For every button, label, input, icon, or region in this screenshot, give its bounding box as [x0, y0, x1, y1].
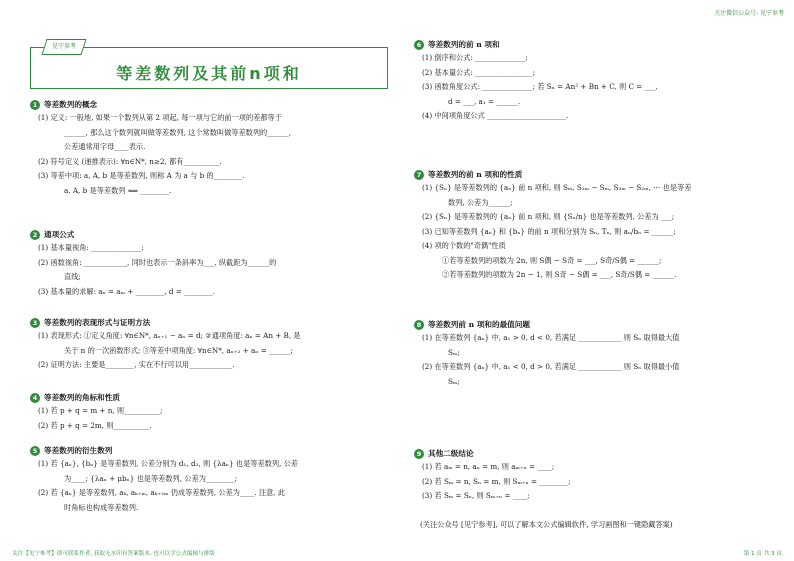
- section-line: ______, 那么这个数列就叫做等差数列, 这个常数叫做等差数列的______,: [64, 127, 292, 137]
- left-section-1-heading: [30, 100, 97, 110]
- section-number-badge: 2: [30, 230, 40, 240]
- header-right-note: 关注微信公众号: 见宁参考: [714, 10, 784, 17]
- section-line: (2) 若 Sₘ = n, Sₙ = m, 则 Sₘ₊ₙ = ________;: [422, 476, 571, 486]
- section-line: 直线;: [64, 272, 81, 281]
- right-section-8-heading: [414, 320, 530, 330]
- section-line: (3) 若 Sₘ = Sₙ, 则 Sₘ₊ₙ = ____;: [422, 491, 530, 500]
- section-line: (1) 在等差数列 {aₙ} 中, a₁ > 0, d < 0, 若满足 ____________ 则 Sₙ 取得最大值: [422, 333, 680, 342]
- section-line: 时角标也构成等差数列.: [64, 502, 139, 512]
- right-section-6-heading: [414, 40, 500, 50]
- page-title: 等差数列及其前n项和: [116, 64, 302, 83]
- section-number-badge: 1: [30, 100, 40, 110]
- section-line: (1) 若 aₘ = n, aₙ = m, 则 aₘ₊ₙ = ____;: [422, 462, 555, 471]
- section-line: (2) 符号定义 (递推表示): ∀n∈N*, n≥2, 都有__________.: [38, 156, 222, 166]
- closing-note: (关注公众号 [见宁参考], 可以了解本文公式编辑软件, 学习画图和一键隐藏答案): [420, 520, 673, 529]
- section-line: d = ___, a₁ = ______.: [448, 96, 521, 106]
- section-title: 等差数列的前 n 项和: [428, 40, 500, 50]
- brand-tag-label: 见宁参考: [52, 43, 77, 50]
- section-line: (2) 在等差数列 {aₙ} 中, a₁ < 0, d > 0, 若满足 ____________ 则 Sₙ 取得最小值: [422, 362, 680, 371]
- section-number-badge: 9: [414, 449, 424, 459]
- section-line: ②若等差数列的项数为 2n − 1, 则 S奇 − S偶 = ___, S奇/S偶 = ______.: [442, 270, 677, 279]
- section-title: 等差数列前 n 项和的最值问题: [428, 320, 530, 330]
- section-line: (2) 函数视角: ____________, 同时也表示一条斜率为___, 纵截距为______的: [38, 257, 277, 267]
- section-line: 公差通常用字母____表示.: [64, 142, 146, 151]
- section-line: (1) 基本量视角: ______________;: [38, 243, 144, 252]
- section-line: (3) 函数角度公式: ______________; 若 Sₙ = An² + Bn + C, 则 C = ___,: [422, 82, 658, 91]
- section-number-badge: 7: [414, 170, 424, 180]
- section-number-badge: 5: [30, 446, 40, 456]
- section-title: 等差数列的表现形式与证明方法: [44, 318, 151, 328]
- left-section-2-heading: [30, 230, 74, 240]
- section-line: (1) 倒序和公式: ______________;: [422, 53, 528, 62]
- section-line: ①若等差数列的项数为 2n, 则 S偶 − S奇 = ___, S奇/S偶 = ______;: [442, 255, 662, 265]
- section-title: 等差数列的衍生数列: [44, 446, 113, 456]
- section-number-badge: 4: [30, 393, 40, 403]
- section-line: (1) 表现形式: ①定义角度: ∀n∈N*, aₙ₊₁ − aₙ = d; ②通项角度: aₙ = An + B, 是: [38, 331, 301, 340]
- right-section-9-heading: [414, 449, 474, 459]
- section-line: (4) 中间项角度公式 ______________________.: [422, 111, 569, 120]
- section-line: (2) 若 p + q = 2m, 则__________.: [38, 420, 152, 430]
- section-line: (3) 等差中项: a, A, b 是等差数列, 则称 A 为 a 与 b 的________.: [38, 171, 245, 180]
- section-number-badge: 6: [414, 40, 424, 50]
- section-line: (2) 若 {aₙ} 是等差数列, aₖ, aₖ₊ₘ, aₖ₊₂ₘ 仍成等差数列, 公差为____. 注意, 此: [38, 488, 286, 497]
- footer-left-note: 关注【见宁参考】即可联系作者, 获取无水印有答案版本, 也可以学公式编辑与排版: [12, 551, 215, 557]
- section-line: (2) {Sₙ} 是等差数列的 {aₙ} 前 n 项和, 则 {Sₙ/n} 也是等差数列, 公差为 ___;: [422, 212, 675, 221]
- section-line: (1) 若 p + q = m + n, 则__________;: [38, 406, 163, 415]
- section-line: 为____; {λaₙ + μbₙ} 也是等差数列, 公差为________;: [64, 473, 238, 483]
- section-line: (2) 基本量公式: ________________;: [422, 67, 536, 77]
- section-number-badge: 8: [414, 320, 424, 330]
- left-section-4-heading: [30, 393, 120, 403]
- section-line: Sₘ;: [448, 347, 460, 357]
- section-line: 数列, 公差为______;: [448, 197, 513, 207]
- section-line: (4) 项的个数的"奇偶"性质: [422, 241, 506, 250]
- section-line: (1) 若 {aₙ}, {bₙ} 是等差数列, 公差分别为 d₁, d₂, 则 {λaₙ} 也是等差数列, 公差: [38, 459, 298, 468]
- page-number: 第 1 页 共 3 页: [743, 551, 782, 557]
- left-section-3-heading: [30, 318, 150, 328]
- left-section-5-heading: [30, 446, 112, 456]
- section-line: (3) 已知等差数列 {aₙ} 和 {bₙ} 的前 n 项和分别为 Sₙ, Tₙ, 则 aₙ/bₙ = ______;: [422, 226, 676, 236]
- section-title: 等差数列的概念: [44, 100, 98, 110]
- section-number-badge: 3: [30, 318, 40, 328]
- section-line: (2) 证明方法: 主要是________, 实在不行可以用____________.: [38, 360, 235, 369]
- section-title: 通项公式: [44, 230, 75, 240]
- section-line: Sₘ;: [448, 376, 460, 386]
- section-title: 等差数列的角标和性质: [44, 393, 120, 403]
- right-section-7-heading: [414, 170, 522, 180]
- section-title: 其他二级结论: [428, 449, 474, 459]
- brand-tag: [41, 39, 86, 55]
- section-line: 关于 n 的一次函数形式; ③等差中项角度: ∀n∈N*, aₙ₊₂ + aₙ = ______;: [64, 345, 293, 355]
- section-line: (3) 基本量的求解: aₙ = aₘ + ________, d = ________.: [38, 286, 216, 296]
- section-line: (1) {Sₙ} 是等差数列的 {aₙ} 前 n 项和, 则 Sₘ, S₂ₘ − Sₘ, S₃ₘ − S₂ₘ, ⋯ 也是等差: [422, 183, 692, 192]
- section-line: a, A, b 是等差数列 ⟺ ________.: [64, 185, 172, 195]
- section-line: (1) 定义: 一般地, 如果一个数列从第 2 项起, 每一项与它的前一项的差都等于: [38, 113, 282, 122]
- section-title: 等差数列的前 n 项和的性质: [428, 170, 523, 180]
